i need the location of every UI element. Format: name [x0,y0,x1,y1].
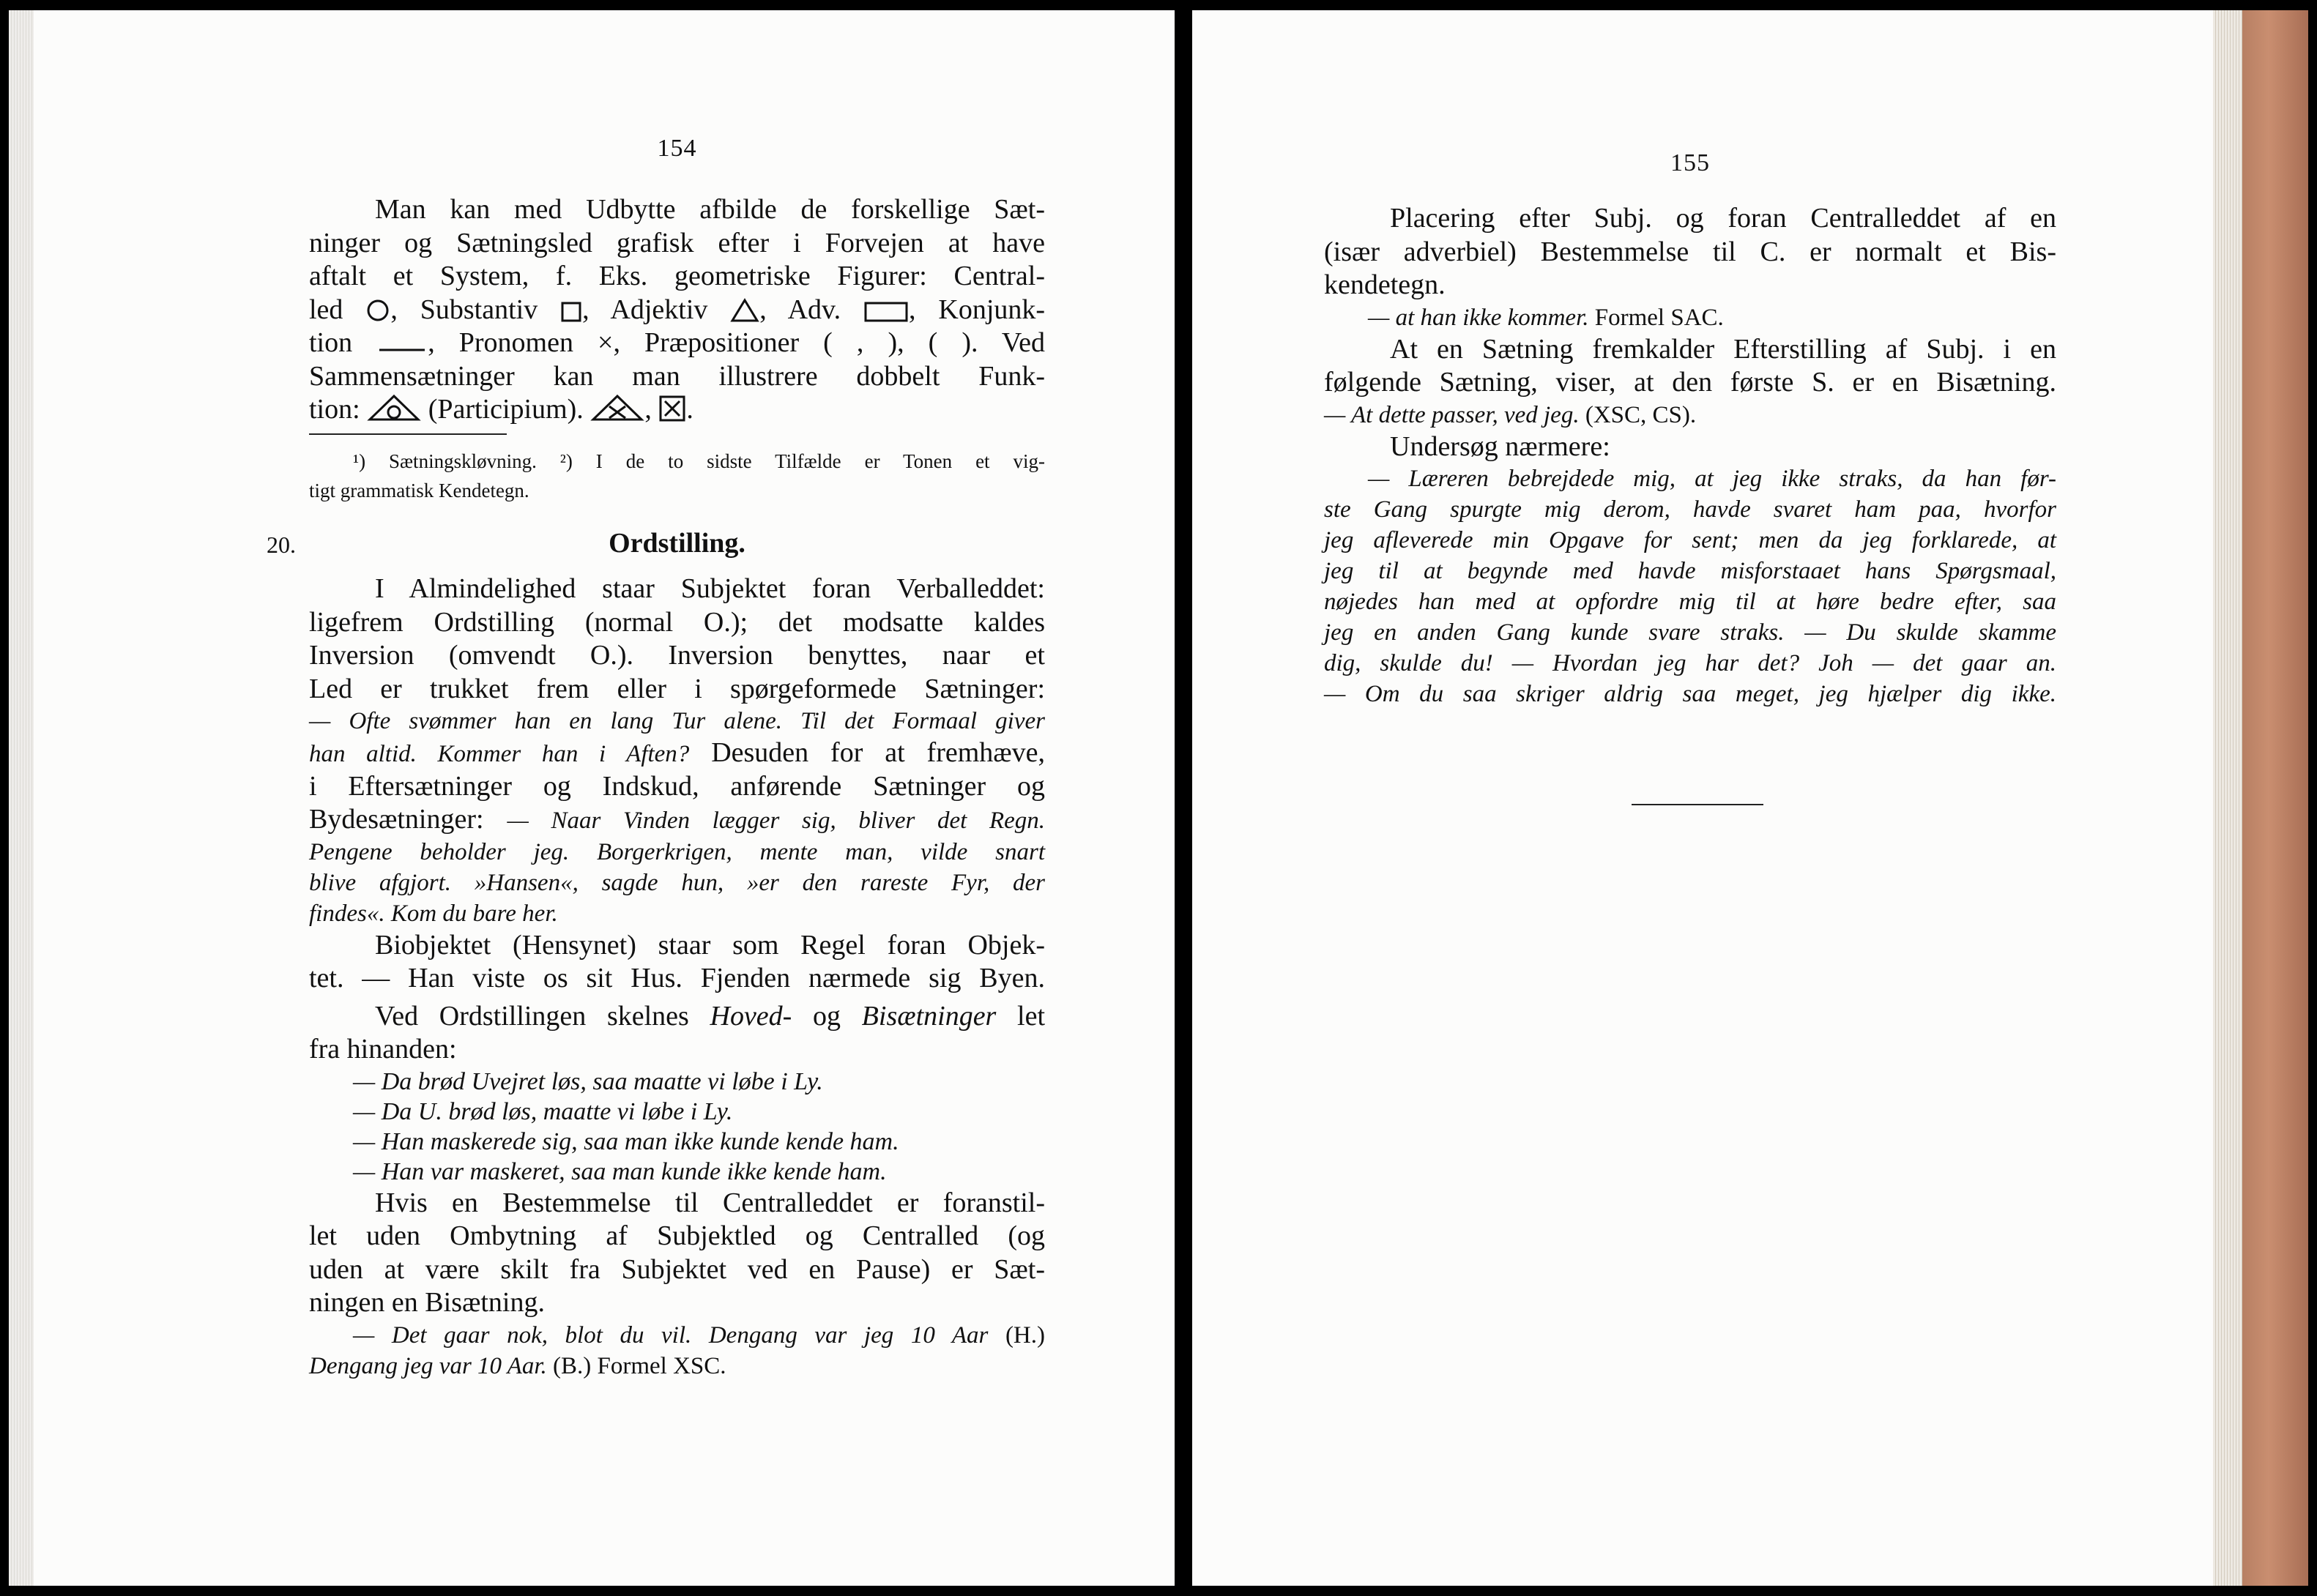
participium-icon [367,394,421,425]
text-line: (især adverbiel) Bestemmelse til C. er normalt et Bis- [1324,236,2056,267]
example-line: jeg afleverede min Opgave for sent; men da jeg forklarede, at [1324,527,2056,553]
text-line: Inversion (omvendt O.). Inversion benyttes, naar et [309,640,1045,671]
text-line: ninger og Sætningsled grafisk efter i Forvejen at have [309,227,1045,258]
italic-fragment: — At dette passer, ved jeg. [1324,401,1580,428]
footnote-line: tigt grammatisk Kendetegn. [309,480,529,501]
intro-paragraph [309,193,1045,427]
example-line: — Han maskerede sig, saa man ikke kunde kende ham. [353,1127,899,1155]
text-fragment: led [309,294,343,325]
example-line: jeg en anden Gang kunde svare straks. — Du skulde skamme [1324,619,2056,646]
circle-icon [365,294,390,325]
text-fragment: , Pronomen ×, Præpositioner ( , ), ( ). Ved [428,327,1045,358]
text-line: tet. — Han viste os sit Hus. Fjenden nærmede sig Byen. [309,963,1045,993]
crossed-square-icon [658,394,686,425]
text-line: I Almindelighed staar Subjektet foran Verballeddet: [375,573,1045,604]
text-line: Man kan med Udbytte afbilde de forskellige Sæt- [375,194,1045,225]
footnote-rule [309,433,507,435]
roman-fragment: Formel SAC. [1588,304,1724,331]
roman-fragment: Desuden for at fremhæve, [689,737,1045,768]
text-line: ningen en Bisætning. [309,1287,545,1318]
text-fragment: (Participium). [428,394,584,425]
text-line: følgende Sætning, viser, at den første S. er en Bisætning. [1324,367,2056,398]
italic-fragment: han altid. Kommer han i Aften? [309,741,690,767]
italic-fragment: Bisætninger [861,1000,997,1032]
italic-fragment: — Naar Vinden lægger sig, bliver det Regn. [507,808,1045,834]
text-line: At en Sætning fremkalder Efterstilling af Subj. i en [1390,333,2056,365]
example-line: — Da U. brød løs, maatte vi løbe i Ly. [353,1097,733,1125]
text-line: Sammensætninger kan man illustrere dobbelt Funk- [309,360,1045,392]
text-fragment: og [792,1000,862,1032]
text-line: Hvis en Bestemmelse til Centralleddet er foranstil- [375,1187,1045,1218]
example-line: — Da brød Uvejret løs, saa maatte vi løbe i Ly. [353,1067,823,1095]
example-line: dig, skulde du! — Hvordan jeg har det? Joh — det gaar an. [1324,650,2056,676]
roman-fragment: (B.) Formel XSC. [546,1352,726,1379]
text-line: Placering efter Subj. og foran Centralleddet af en [1390,203,2056,234]
example-line: — Han var maskeret, saa man kunde ikke kende ham. [353,1157,887,1185]
example-line: — Læreren bebrejdede mig, at jeg ikke straks, da han før- [1368,466,2056,492]
example-line: ste Gang spurgte mig derom, havde svaret ham paa, hvorfor [1324,496,2056,523]
page-number-right: 155 [1670,149,1710,176]
text-line: Led er trukket frem eller i spørgeformede Sætninger: [309,673,1045,704]
italic-fragment: — Det gaar nok, blot du vil. Dengang var jeg 10 Aar [353,1321,989,1349]
square-icon [560,294,582,325]
ordstilling-body [309,573,1045,1381]
text-fragment: let [996,1000,1046,1032]
text-fragment: Ved Ordstillingen skelnes [375,1000,710,1032]
page-stack-edge [2213,10,2242,1586]
text-fragment: tion: [309,394,360,425]
footnotes [309,447,1045,505]
text-line: Undersøg nærmere: [1390,430,1610,462]
example-line: nøjedes han med at opfordre mig til at høre bedre efter, saa [1324,589,2056,615]
mixed-line [309,1320,1045,1351]
section-number: 20. [267,532,296,558]
mixed-line [309,737,1045,770]
page-stack-edge [9,10,34,1586]
mixed-line [309,803,1045,837]
symbols-line-4: tion: (Participium). , . [309,394,693,425]
hoved-line [309,1000,1045,1034]
section-title: Ordstilling. [609,528,745,559]
example-line: — Om du saa skriger aldrig saa meget, jeg hjælper dig ikke. [1324,681,2056,707]
rectangle-icon [863,294,909,325]
right-page [1192,10,2242,1586]
mixed-line [1324,302,2056,333]
symbols-line [309,294,1045,327]
text-line: uden at være skilt fra Subjektet ved en Pause) er Sæt- [309,1253,1045,1285]
text-line: ligefrem Ordstilling (normal O.); det modsatte kaldes [309,606,1045,638]
page-number-left: 154 [657,135,697,162]
text-line: fra hinanden: [309,1034,457,1064]
text-line: i Eftersætninger og Indskud, anførende Sætninger og [309,770,1045,802]
text-fragment: , [644,394,652,425]
symbols-line-2 [309,327,1045,360]
italic-fragment: Dengang jeg var 10 Aar. [309,1352,547,1379]
end-rule [1632,804,1763,805]
mixed-line [1324,400,2056,430]
text-line: let uden Ombytning af Subjektled og Centralled (og [309,1220,1045,1251]
example-line: — Ofte svømmer han en lang Tur alene. Til det Formaal giver [309,708,1045,734]
right-body [1324,202,2056,709]
text-fragment: , Substantiv [390,294,538,325]
text-fragment: tion [309,327,353,358]
crossed-triangle-icon [590,394,644,425]
triangle-icon [730,294,759,325]
book-cover-edge [2242,10,2308,1586]
roman-fragment: (XSC, CS). [1579,401,1697,428]
mixed-line [309,1351,1045,1381]
left-page [9,10,1175,1586]
line-icon [376,327,428,358]
text-line: kendetegn. [1324,269,1446,300]
example-line: Pengene beholder jeg. Borgerkrigen, mente man, vilde snart [309,838,1045,865]
text-fragment: , Adv. [759,294,841,325]
text-fragment: , Adjektiv [582,294,708,325]
text-fragment: , Konjunk- [908,294,1046,325]
example-line: jeg til at begynde med havde misforstaaet hans Spørgsmaal, [1324,558,2056,584]
text-line: Biobjektet (Hensynet) staar som Regel foran Objek- [375,929,1045,961]
example-line: blive afgjort. »Hansen«, sagde hun, »er den rareste Fyr, der [309,869,1045,896]
text-line: aftalt et System, f. Eks. geometriske Figurer: Central- [309,261,1045,291]
roman-fragment: Bydesætninger: [309,804,507,835]
italic-fragment: — at han ikke kommer. [1368,304,1589,331]
italic-fragment: Hoved- [710,1000,792,1032]
roman-fragment: (H.) [988,1321,1045,1349]
example-line: findes«. Kom du bare her. [309,900,558,927]
footnote-line: ¹) Sætningskløvning. ²) I de to sidste Tilfælde er Tonen et vig- [353,450,1045,472]
